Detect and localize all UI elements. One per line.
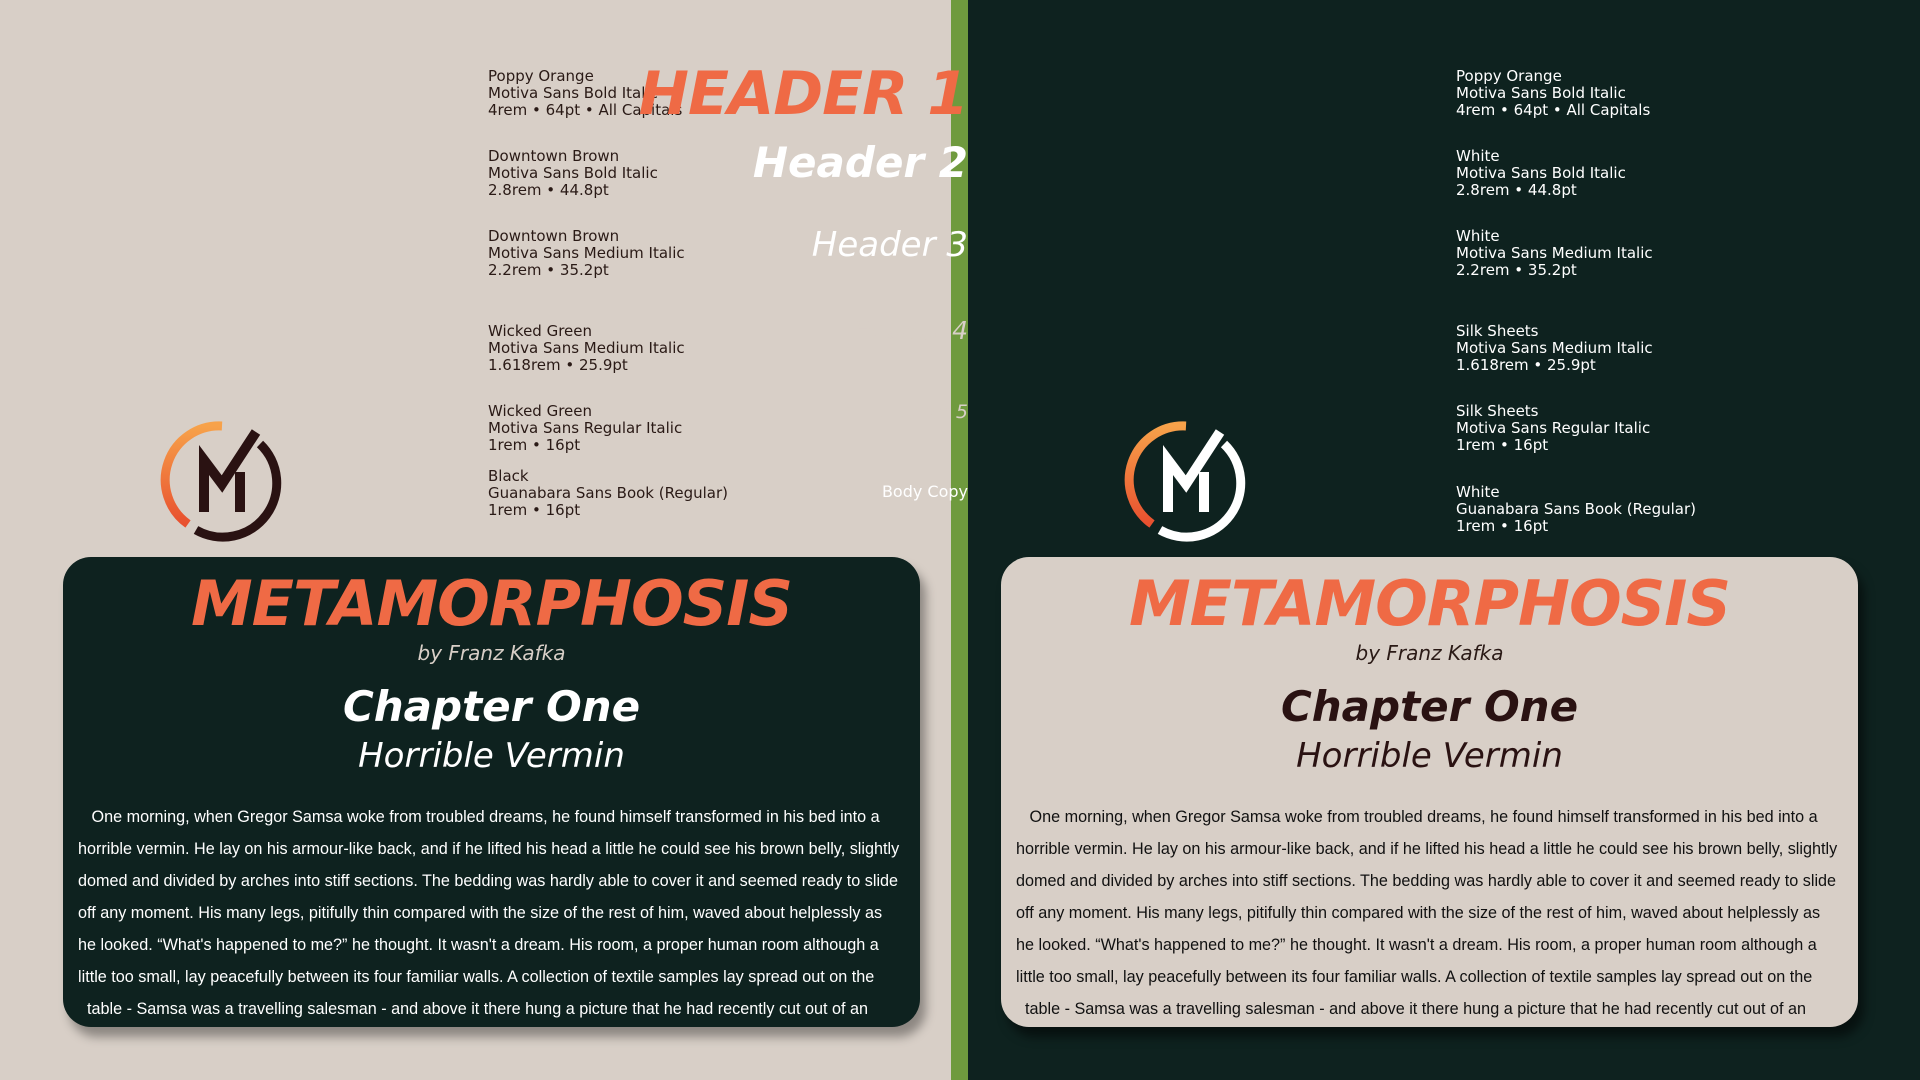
- spec-description: White Motiva Sans Bold Italic 2.8rem • 44.8pt: [1456, 147, 1626, 199]
- m-logo-icon: [160, 420, 280, 540]
- card-chapter: Chapter One: [342, 682, 641, 731]
- card-chapter: Chapter One: [1280, 682, 1579, 731]
- spec-description: White Guanabara Sans Book (Regular) 1rem • 16pt: [1456, 483, 1696, 535]
- spec-description: Wicked Green Motiva Sans Regular Italic 1rem • 16pt: [488, 402, 683, 454]
- spec-label: Header 4: [853, 316, 968, 345]
- spec-label: Header 2: [752, 138, 968, 187]
- card-body-text: One morning, when Gregor Samsa woke from troubled dreams, he found himself transformed in his bed into a horrible vermin. He lay on his armour-like back, and if he lifted his head a little he could see his brown belly, slightly domed and divided by arches into stiff sections. The bedding was hardly able to cover it and seemed ready to slide off any moment. His many legs, pitifully thin compared with the size of the rest of him, waved about helplessly as he looked. “What's happened to me?” he thought. It wasn't a dream. His room, a proper human room although a little too small, lay peacefully between its four familiar walls. A collection of textile samples lay spread out on the table - Samsa was a travelling salesman - and above it there hung a picture that he had recently cut out of an: [78, 808, 900, 1018]
- spec-description: Black Guanabara Sans Book (Regular) 1rem • 16pt: [488, 467, 728, 519]
- spec-description: Downtown Brown Motiva Sans Medium Italic 2.2rem • 35.2pt: [488, 227, 685, 279]
- card-author: by Franz Kafka: [417, 641, 566, 665]
- sample-card-dark: [63, 557, 920, 1027]
- spec-description: Silk Sheets Motiva Sans Medium Italic 1.618rem • 25.9pt: [1456, 322, 1653, 374]
- card-body-text: One morning, when Gregor Samsa woke from troubled dreams, he found himself transformed in his bed into a horrible vermin. He lay on his armour-like back, and if he lifted his head a little he could see his brown belly, slightly domed and divided by arches into stiff sections. The bedding was hardly able to cover it and seemed ready to slide off any moment. His many legs, pitifully thin compared with the size of the rest of him, waved about helplessly as he looked. “What's happened to me?” he thought. It wasn't a dream. His room, a proper human room although a little too small, lay peacefully between its four familiar walls. A collection of textile samples lay spread out on the table - Samsa was a travelling salesman - and above it there hung a picture that he had recently cut out of an: [1016, 808, 1838, 1018]
- card-author: by Franz Kafka: [1355, 641, 1504, 665]
- spec-description: Wicked Green Motiva Sans Medium Italic 1.618rem • 25.9pt: [488, 322, 685, 374]
- card-subtitle: Horrible Vermin: [1296, 736, 1563, 776]
- spec-description: Poppy Orange Motiva Sans Bold Italic 4rem • 64pt • All Capitals: [488, 67, 683, 119]
- spec-label: Header 3: [811, 225, 968, 265]
- spec-label: Header 5: [880, 401, 968, 423]
- spec-description: White Motiva Sans Medium Italic 2.2rem • 35.2pt: [1456, 227, 1653, 279]
- card-subtitle: Horrible Vermin: [358, 736, 625, 776]
- spec-description: Downtown Brown Motiva Sans Bold Italic 2.8rem • 44.8pt: [488, 147, 658, 199]
- spec-label: HEADER 1: [638, 59, 968, 129]
- sample-card-light: [1001, 557, 1858, 1027]
- spec-description: Poppy Orange Motiva Sans Bold Italic 4rem • 64pt • All Capitals: [1456, 67, 1651, 119]
- spec-description: Silk Sheets Motiva Sans Regular Italic 1rem • 16pt: [1456, 402, 1651, 454]
- m-logo-icon: [1124, 420, 1244, 540]
- spec-label: Body Copy: [881, 482, 968, 501]
- card-title: METAMORPHOSIS: [190, 567, 793, 640]
- dark-theme-panel: [638, 0, 1920, 1080]
- card-title: METAMORPHOSIS: [1128, 567, 1731, 640]
